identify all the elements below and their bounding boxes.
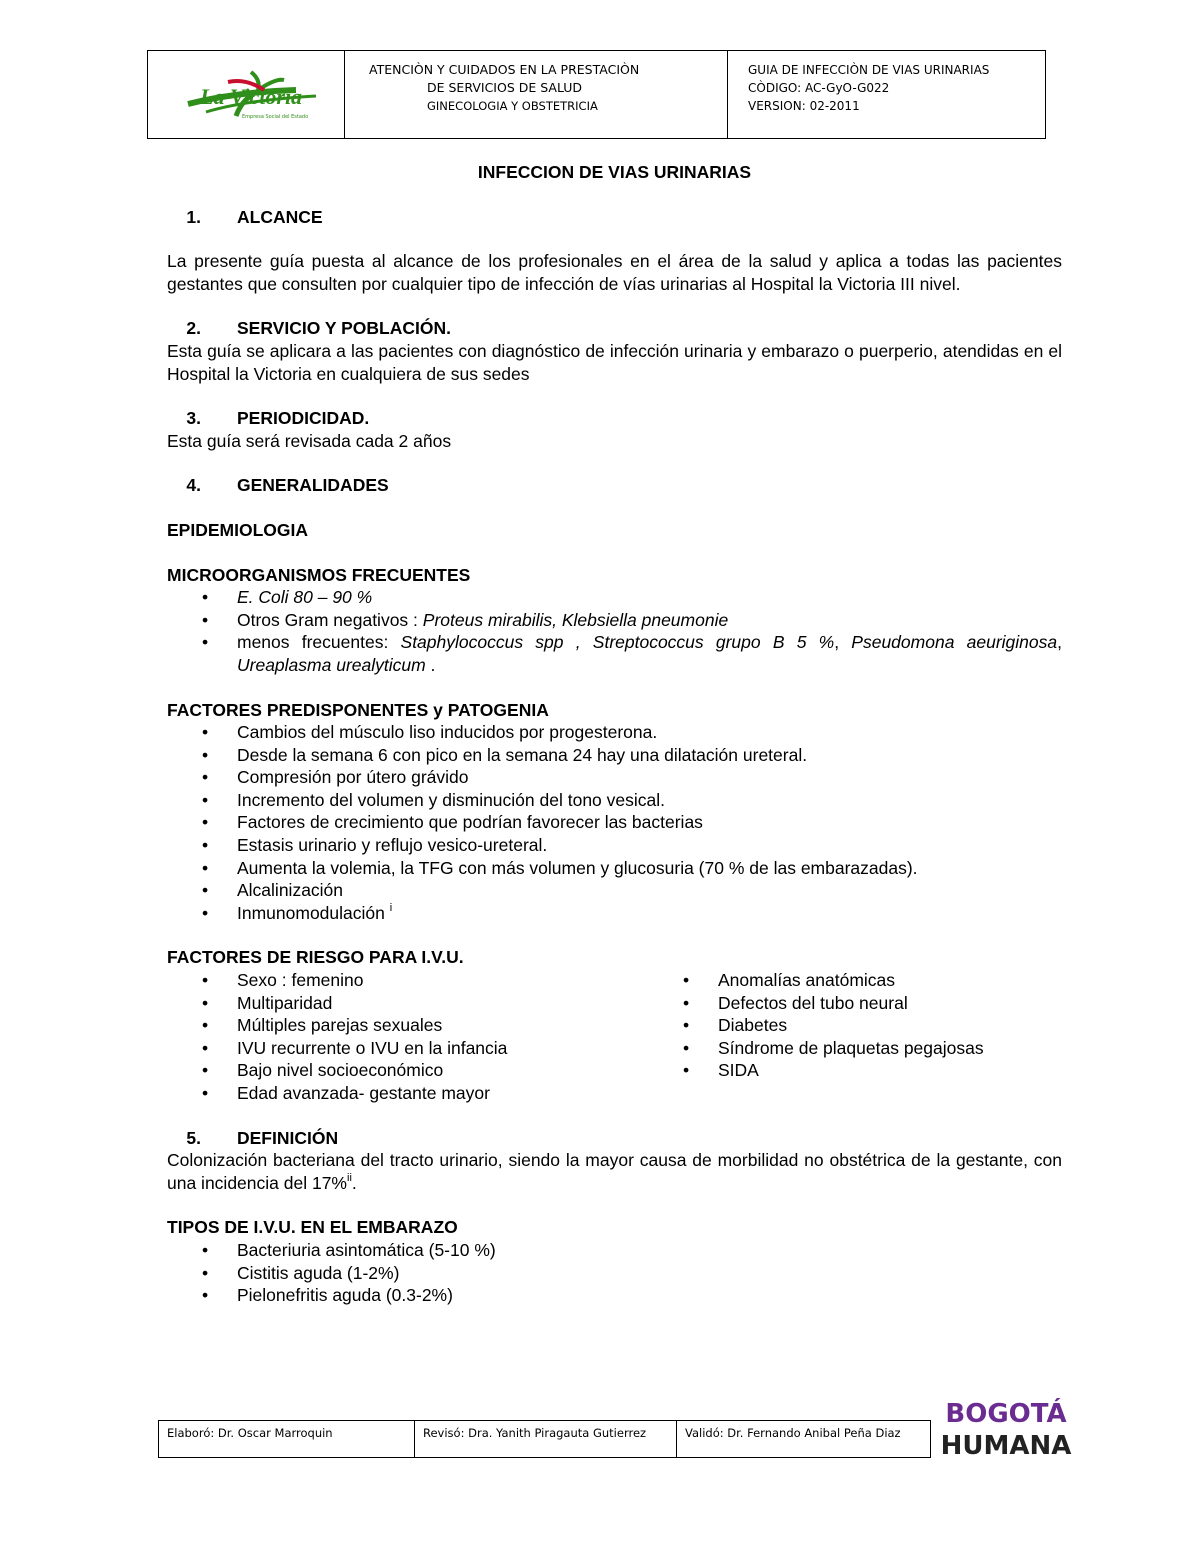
elaboro-cell: Elaboró: Dr. Oscar Marroquin: [159, 1421, 415, 1457]
document-header: [147, 50, 1046, 139]
predisponentes-list: [167, 721, 1062, 924]
section-number: 3.: [186, 408, 201, 429]
tipos-heading: TIPOS DE I.V.U. EN EL EMBARAZO: [167, 1217, 458, 1238]
section-4-heading: [167, 474, 1062, 497]
section-1-text: La presente guía puesta al alcance de los profesionales en el área de la salud y aplica a todas las pacientes gestantes que consulten por cualquier tipo de infección de vías urinarias al Hospital la Victoria III nivel.: [167, 251, 1062, 294]
microorganismos-list: [167, 586, 1062, 676]
list-item: • Síndrome de plaquetas pegajosas: [648, 1037, 1062, 1060]
list-item: • Inmunomodulación $^i$: [167, 902, 1062, 925]
section-title: PERIODICIDAD.: [237, 408, 370, 429]
section-title: DEFINICIÓN: [237, 1127, 339, 1148]
list-item: • Factores de crecimiento que podrían favorecer las bacterias: [167, 811, 1062, 834]
riesgo-list-left: [167, 969, 648, 1105]
section-5-text: Colonización bacteriana del tracto urinario, siendo la mayor causa de morbilidad no obstétrica de la gestante, con una incidencia del 17%$^{ii}$.: [167, 1150, 1062, 1193]
section-number: 1.: [186, 206, 201, 227]
document-footer: [158, 1420, 931, 1458]
section-title: SERVICIO Y POBLACIÓN.: [237, 318, 451, 339]
section-title: GENERALIDADES: [237, 475, 389, 496]
header-line-2: DE SERVICIOS DE SALUD: [427, 80, 583, 95]
section-2-text: Esta guía se aplicara a las pacientes con diagnóstico de infección urinaria y embarazo o puerperio, atendidas en el Hospital la Victoria en cualquiera de sus sedes: [167, 340, 1062, 384]
list-item: • Anomalías anatómicas: [648, 969, 1062, 992]
header-right-block: [728, 51, 1045, 138]
header-line-3: GINECOLOGIA Y OBSTETRICIA: [427, 99, 598, 113]
list-item: • Defectos del tubo neural: [648, 992, 1062, 1015]
list-item: • Sexo : femenino: [167, 969, 648, 992]
list-item: • Múltiples parejas sexuales: [167, 1014, 648, 1037]
list-item: • Multiparidad: [167, 992, 648, 1015]
document-title: INFECCION DE VIAS URINARIAS: [477, 162, 752, 182]
valido-cell: Validó: Dr. Fernando Anibal Peña Diaz: [685, 1426, 901, 1440]
section-number: 5.: [186, 1127, 201, 1148]
list-item: • Desde la semana 6 con pico en la semana 24 hay una dilatación ureteral.: [167, 744, 1062, 767]
list-item: • Compresión por útero grávido: [167, 766, 1062, 789]
section-3-text: Esta guía será revisada cada 2 años: [167, 430, 452, 451]
list-item: • Incremento del volumen y disminución del tono vesical.: [167, 789, 1062, 812]
list-item: • Estasis urinario y reflujo vesico-ureteral.: [167, 834, 1062, 857]
svg-text:HUMANA: HUMANA: [940, 1431, 1072, 1461]
list-item: • Cambios del músculo liso inducidos por progesterona.: [167, 721, 1062, 744]
list-item: • Bacteriuria asintomática (5-10 %): [167, 1239, 1062, 1262]
bogota-humana-logo: [940, 1380, 1072, 1470]
reviso-cell: Revisó: Dra. Yanith Piragauta Gutierrez: [415, 1421, 677, 1457]
riesgo-columns: [167, 969, 1062, 1105]
section-5-heading: [167, 1127, 1062, 1150]
list-item: • Alcalinización: [167, 879, 1062, 902]
guide-name: GUIA DE INFECCIÒN DE VIAS URINARIAS: [748, 63, 990, 77]
la-victoria-logo-icon: [166, 60, 326, 130]
svg-text:BOGOTÁ: BOGOTÁ: [945, 1399, 1067, 1429]
riesgo-list-right: [648, 969, 1062, 1105]
predisponentes-heading: FACTORES PREDISPONENTES y PATOGENIA: [167, 699, 549, 720]
footnote-marker[interactable]: i: [389, 901, 393, 914]
section-1-heading: [167, 206, 1062, 229]
list-item: • Edad avanzada- gestante mayor: [167, 1082, 648, 1105]
list-item: • Bajo nivel socioeconómico: [167, 1059, 648, 1082]
tipos-list: [167, 1239, 1062, 1307]
list-item: • Aumenta la volemia, la TFG con más volumen y glucosuria (70 % de las embarazadas).: [167, 857, 1062, 880]
svg-text:Empresa Social del Estado: Empresa Social del Estado: [242, 113, 309, 120]
svg-text:La Victoria: La Victoria: [200, 83, 303, 109]
list-item: • E. Coli 80 – 90 %: [167, 586, 1062, 609]
microorganismos-heading: MICROORGANISMOS FRECUENTES: [167, 564, 471, 585]
header-line-1: ATENCIÒN Y CUIDADOS EN LA PRESTACIÒN: [369, 62, 640, 77]
list-item: • IVU recurrente o IVU en la infancia: [167, 1037, 648, 1060]
list-item: • menos frecuentes: Staphylococcus spp , Streptococcus grupo B 5 %, Pseudomona aeuriginosa, Ureaplasma urealyticum .: [167, 631, 1062, 676]
hospital-logo: [148, 51, 345, 138]
list-item: • Cistitis aguda (1-2%): [167, 1262, 1062, 1285]
section-number: 2.: [186, 318, 201, 339]
section-number: 4.: [186, 475, 201, 496]
list-item: • SIDA: [648, 1059, 1062, 1082]
guide-code: CÒDIGO: AC-GyO-G022: [748, 81, 890, 95]
bogota-humana-icon: [940, 1380, 1072, 1470]
list-item: • Diabetes: [648, 1014, 1062, 1037]
section-3-heading: [167, 407, 1062, 430]
list-item: • Pielonefritis aguda (0.3-2%): [167, 1284, 1062, 1307]
epidemiologia-heading: EPIDEMIOLOGIA: [167, 519, 308, 540]
section-2-heading: [167, 317, 1062, 340]
header-center-block: [345, 51, 728, 138]
list-item: • Otros Gram negativos : Proteus mirabilis, Klebsiella pneumonie: [167, 609, 1062, 632]
riesgo-heading: FACTORES DE RIESGO PARA I.V.U.: [167, 947, 464, 968]
guide-version: VERSION: 02-2011: [748, 99, 860, 113]
document-body: [167, 157, 1062, 1307]
footnote-marker[interactable]: ii: [347, 1171, 352, 1184]
section-title: ALCANCE: [237, 206, 323, 227]
